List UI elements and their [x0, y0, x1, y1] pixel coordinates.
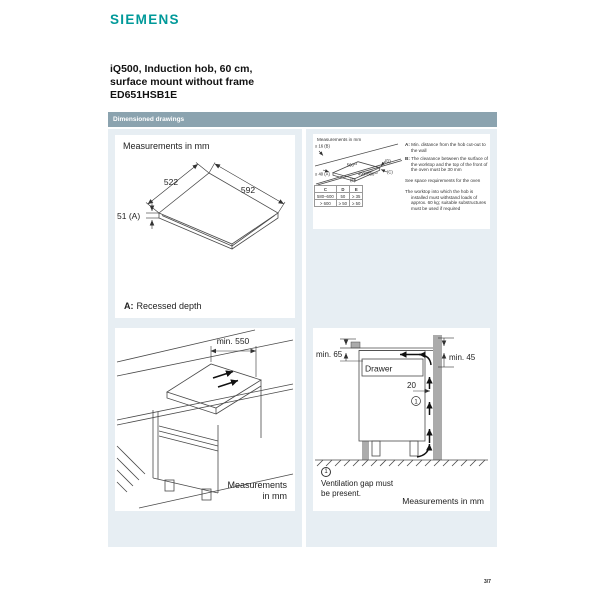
dim-51-label: 51 (A) — [117, 211, 141, 221]
ref-e-label: (E) — [350, 177, 356, 183]
panel-cutout-requirements — [313, 134, 490, 229]
content-right-column — [306, 129, 497, 547]
product-title-line1: iQ500, Induction hob, 60 cm, — [110, 63, 253, 75]
install-table-row-2: > 600 ≥ 50 ≥ 50 — [315, 200, 363, 207]
plinth — [362, 441, 369, 460]
note-space-requirements: See space requirements for the oven — [405, 178, 481, 184]
page-number: 3/7 — [484, 579, 491, 585]
footnote-text: Recessed depth — [136, 301, 202, 311]
cabinet-caption — [227, 480, 287, 501]
product-model: ED651HSB1E — [110, 89, 178, 101]
drawer-label: Drawer — [365, 363, 393, 374]
panel-cabinet-cutout — [115, 328, 295, 511]
cabinet-dimension-lines — [211, 346, 256, 377]
ref-c-label: (C) — [387, 169, 393, 175]
siemens-logo: SIEMENS — [110, 12, 180, 27]
ventilation-note-line1: Ventilation gap must — [321, 479, 394, 488]
note-a: A: Min. distance from the hob cut-out to the wall — [405, 142, 486, 153]
note-b: B: The clearance between the surface of the worktop and the top of the front of the oven must be 30 mm — [405, 155, 488, 173]
panel-ventilation — [313, 328, 490, 511]
content-left-column — [108, 129, 302, 547]
cutout-heading: Measurements in mm — [317, 137, 362, 142]
dim-min-45-label: min. 45 — [449, 353, 476, 362]
install-table — [314, 185, 363, 207]
cutout-width-label: $560^{+2}$ — [346, 162, 358, 168]
cutout-drawing — [315, 143, 403, 185]
dim-min-550-label: min. 550 — [216, 336, 250, 346]
panel-hob-dimensions — [115, 135, 295, 318]
cabinet-caption-line1: Measurements — [227, 480, 287, 490]
footnote-key: A: — [124, 301, 134, 311]
cutout-direction-arrows — [213, 372, 238, 388]
dim-592-label: 592 — [240, 185, 256, 195]
cutout-depth-label: $490-500^{+2}$ — [358, 171, 378, 177]
marker-number: 1 — [414, 399, 418, 406]
ventilation-note-line2: be present. — [321, 488, 362, 498]
hob-drawing — [115, 151, 295, 293]
cutout-lines — [315, 144, 402, 185]
hob-edge — [351, 342, 360, 348]
hob-dimension-lines — [146, 163, 285, 230]
recessed-depth-footnote — [124, 301, 202, 311]
install-table-header-row — [315, 186, 363, 193]
dim-min-65-label: min. 65 — [316, 350, 343, 359]
hob-measurements-heading: Measurements in mm — [123, 141, 210, 151]
install-notes — [405, 142, 489, 214]
wall-distance-label: ≥ 40 (A) — [315, 171, 330, 177]
worktop-thickness-label: ≥ 16 (B) — [315, 143, 330, 149]
dim-522-label: 522 — [163, 177, 179, 187]
note-marker: 1 — [321, 467, 331, 477]
note-worktop-load: The worktop into which the hob is installed must withstand loads of approx. 60 kg; suitable substructures must be used if required — [405, 188, 487, 212]
product-title-line2: surface mount without frame — [110, 76, 255, 88]
ventilation-caption: Measurements in mm — [402, 496, 484, 506]
col-d: D — [336, 186, 349, 193]
ref-d-label: (D) — [385, 158, 391, 164]
wall — [433, 335, 442, 460]
product-title — [110, 63, 254, 102]
gap-20-label: 20 — [407, 381, 416, 390]
col-c: C — [315, 186, 337, 193]
install-table-row-1: 580–600 50 ≥ 35 — [315, 193, 363, 200]
cabinet-caption-line2: in mm — [262, 490, 287, 501]
ventilation-note — [321, 466, 393, 498]
section-header-band: Dimensioned drawings — [108, 112, 497, 127]
col-e: E — [350, 186, 363, 193]
ventilation-drawing — [313, 331, 490, 467]
cabinet-section-lines — [315, 348, 488, 466]
